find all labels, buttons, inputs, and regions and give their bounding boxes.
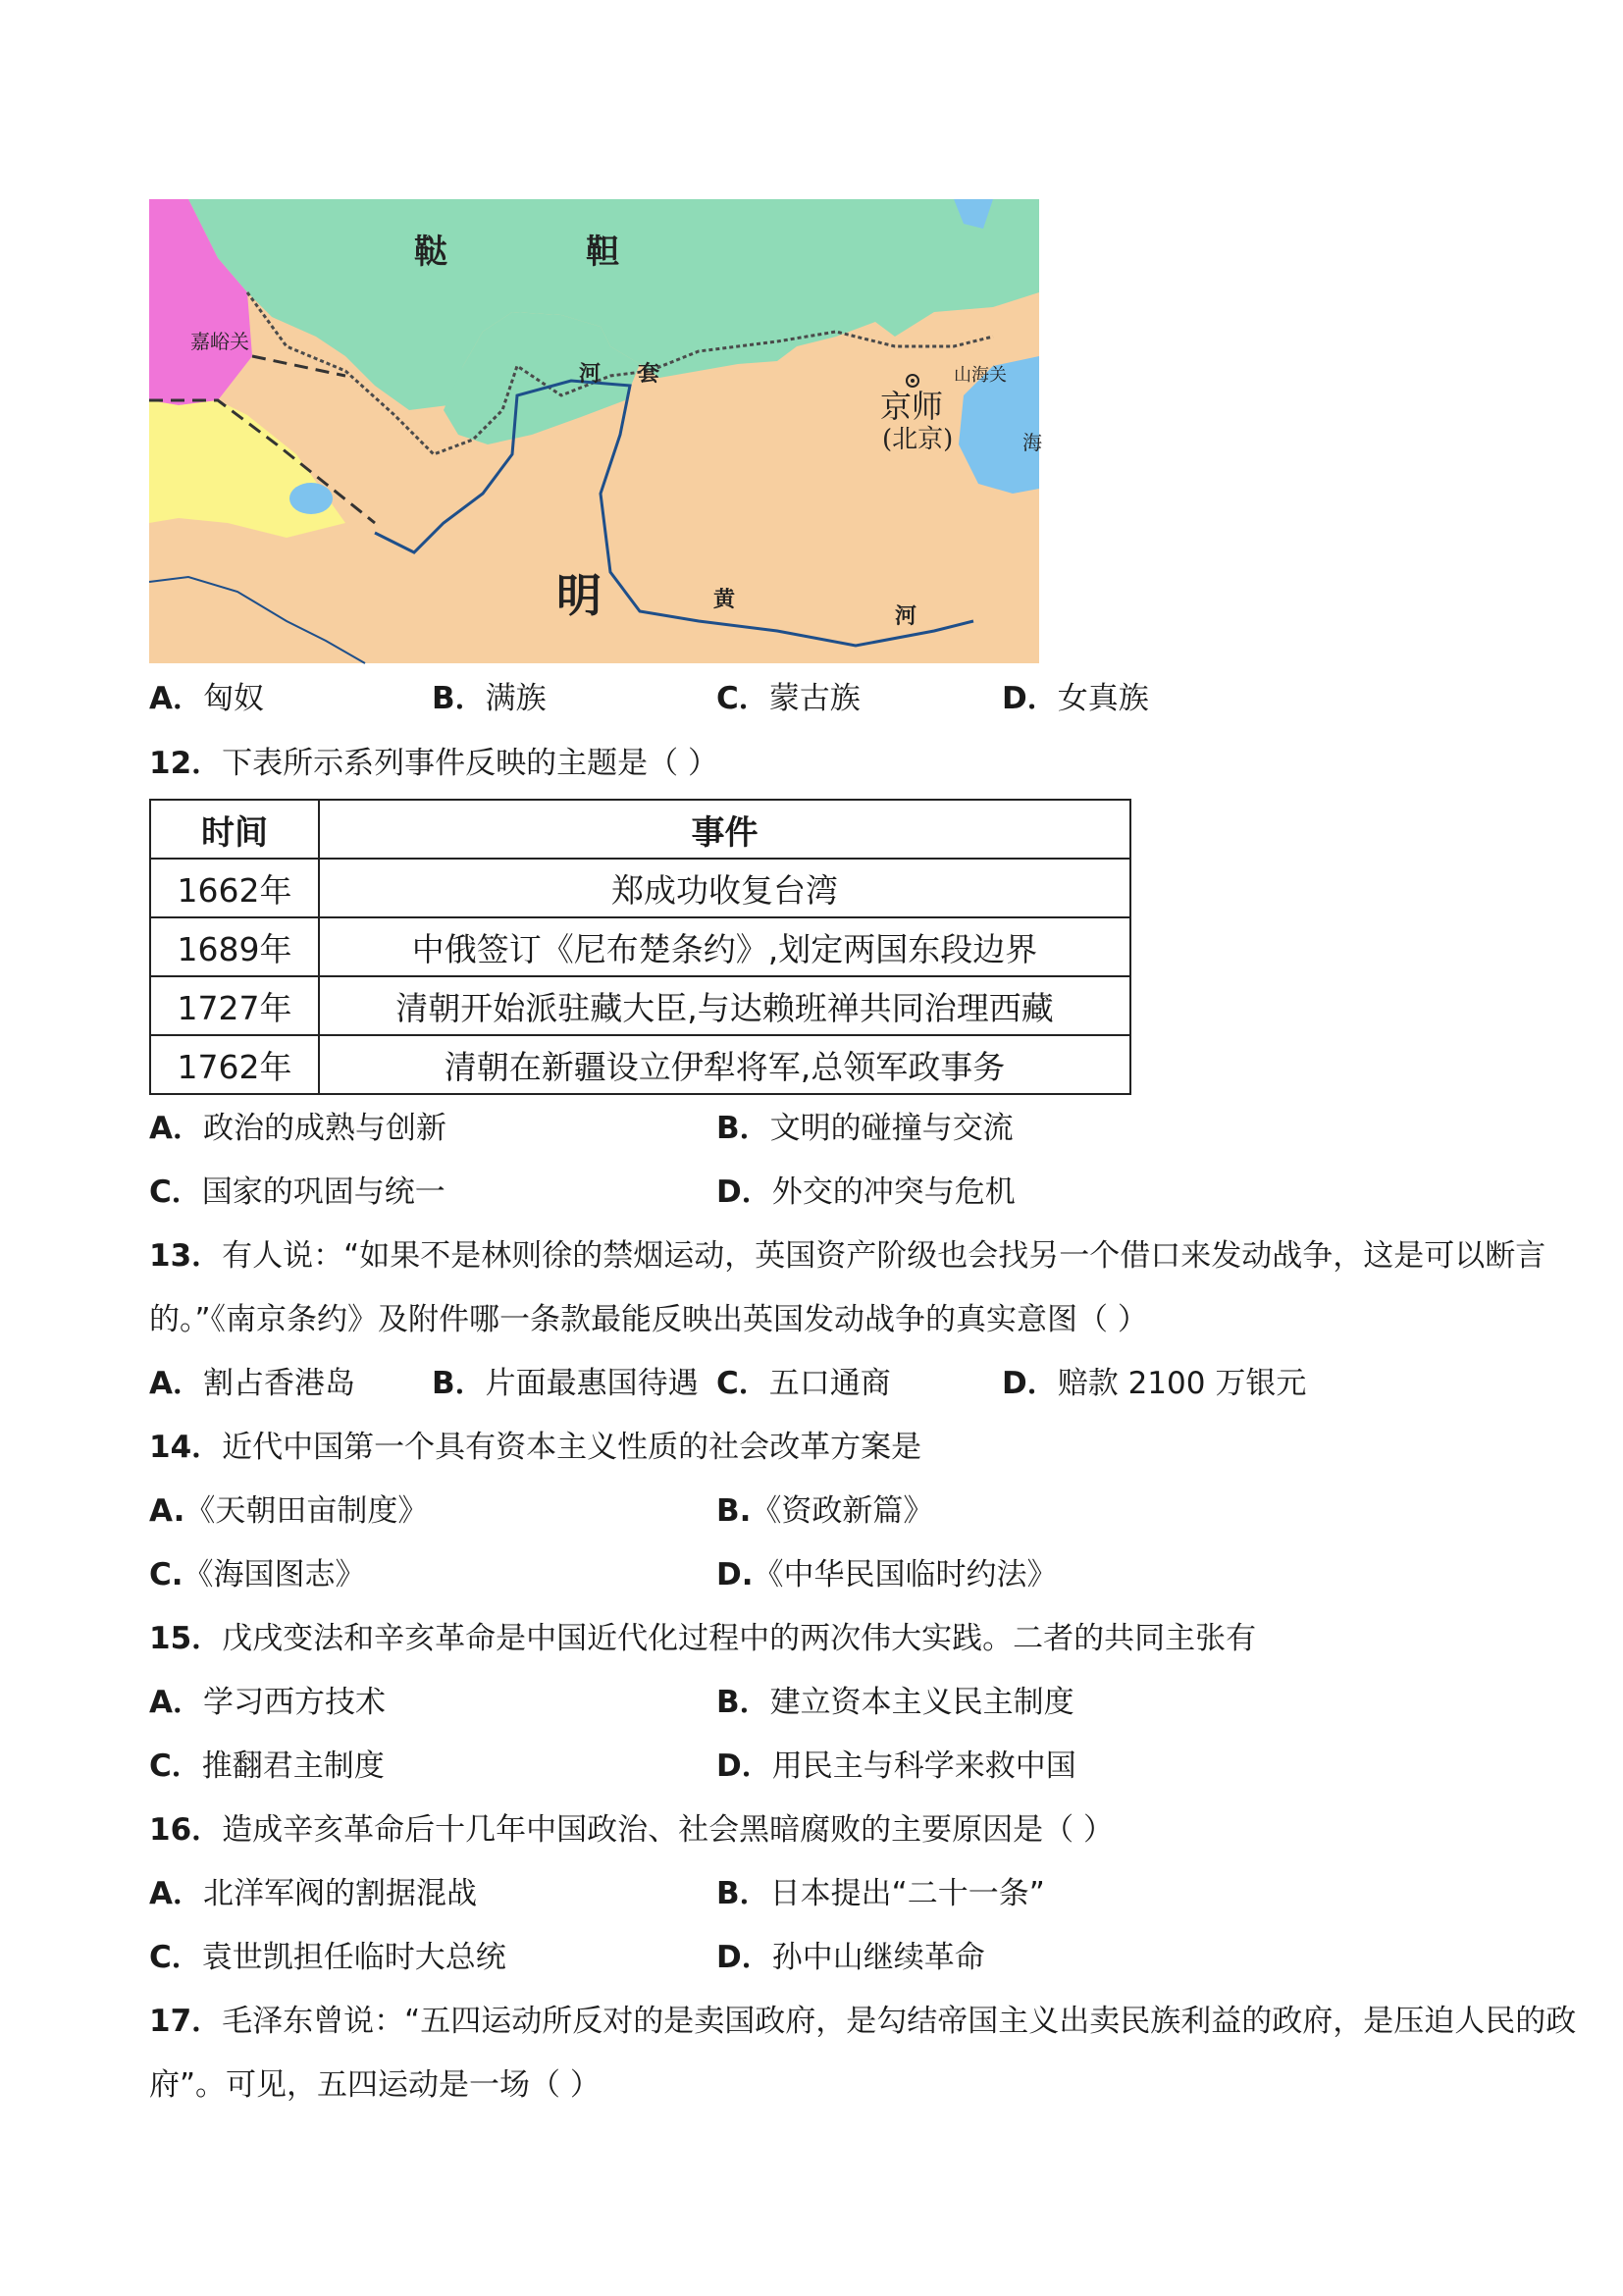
q12-stem: 12．下表所示系列事件反映的主题是（ ）	[149, 746, 718, 781]
q17-stem-line2: 府”。可见，五四运动是一场（ ）	[149, 2067, 601, 2103]
q13-stem-line1: 13．有人说：“如果不是林则徐的禁烟运动，英国资产阶级也会找另一个借口来发动战争，这是可以断言	[149, 1238, 1546, 1274]
q16-stem: 16．造成辛亥革命后十几年中国政治、社会黑暗腐败的主要原因是（ ）	[149, 1812, 1114, 1848]
q13-option-c[interactable]: C．五口通商	[716, 1366, 891, 1401]
label-shanhaiguan: 山海关	[954, 365, 1007, 386]
q14-option-a[interactable]: A.《天朝田亩制度》	[149, 1493, 429, 1529]
q13-stem-line2: 的。”《南京条约》及附件哪一条款最能反映出英国发动战争的真实意图（ ）	[149, 1302, 1148, 1337]
table-header-event: 事件	[319, 800, 1130, 859]
table-cell-event: 清朝开始派驻藏大臣,与达赖班禅共同治理西藏	[319, 976, 1130, 1035]
table-cell-year: 1727年	[150, 976, 319, 1035]
table-cell-event: 中俄签订《尼布楚条约》,划定两国东段边界	[319, 917, 1130, 976]
label-jiayuguan: 嘉峪关	[190, 330, 249, 353]
q14-option-d[interactable]: D.《中华民国临时约法》	[716, 1557, 1058, 1592]
table-row	[150, 976, 1130, 1035]
table-header-time: 时间	[150, 800, 319, 859]
q16-option-c[interactable]: C．袁世凯担任临时大总统	[149, 1940, 506, 1975]
table-cell-year: 1662年	[150, 859, 319, 917]
q15-stem: 15．戊戌变法和辛亥革命是中国近代化过程中的两次伟大实践。二者的共同主张有	[149, 1621, 1257, 1656]
q13-option-d[interactable]: D．赔款 2100 万银元	[1002, 1366, 1307, 1401]
q13-option-b[interactable]: B．片面最惠国待遇	[432, 1366, 699, 1401]
table-row	[150, 1035, 1130, 1094]
event-table	[149, 799, 1131, 1095]
table-cell-year: 1762年	[150, 1035, 319, 1094]
label-dan: 靼	[586, 233, 619, 272]
label-hetao-tao: 套	[638, 361, 660, 387]
q15-option-c[interactable]: C．推翻君主制度	[149, 1748, 385, 1784]
q15-option-a[interactable]: A．学习西方技术	[149, 1685, 386, 1720]
map-graphic	[149, 199, 1042, 663]
table-cell-event: 郑成功收复台湾	[319, 859, 1130, 917]
q13-option-a[interactable]: A．割占香港岛	[149, 1366, 355, 1401]
q11-option-d[interactable]: D．女真族	[1002, 681, 1149, 716]
label-he: 河	[895, 603, 917, 629]
q14-stem: 14．近代中国第一个具有资本主义性质的社会改革方案是	[149, 1430, 922, 1465]
q16-option-b[interactable]: B．日本提出“二十一条”	[716, 1876, 1045, 1911]
q17-stem-line1: 17．毛泽东曾说：“五四运动所反对的是卖国政府，是勾结帝国主义出卖民族利益的政府，是压迫人民的政	[149, 2004, 1577, 2039]
label-huang: 黄	[713, 587, 736, 612]
q11-option-c[interactable]: C．蒙古族	[716, 681, 861, 716]
label-hai: 海	[1022, 431, 1042, 454]
table-cell-year: 1689年	[150, 917, 319, 976]
table-cell-event: 清朝在新疆设立伊犁将军,总领军政事务	[319, 1035, 1130, 1094]
table-row	[150, 859, 1130, 917]
q16-option-a[interactable]: A．北洋军阀的割据混战	[149, 1876, 477, 1911]
label-dada: 鞑	[414, 233, 447, 272]
q16-option-d[interactable]: D．孙中山继续革命	[716, 1940, 985, 1975]
q15-option-b[interactable]: B．建立资本主义民主制度	[716, 1685, 1074, 1720]
lake	[289, 483, 333, 514]
table-row	[150, 917, 1130, 976]
label-hetao-he: 河	[579, 361, 602, 387]
q14-option-c[interactable]: C.《海国图志》	[149, 1557, 366, 1592]
q12-option-d[interactable]: D．外交的冲突与危机	[716, 1174, 1016, 1210]
label-beijing: (北京)	[882, 425, 954, 454]
q15-option-d[interactable]: D．用民主与科学来救中国	[716, 1748, 1076, 1784]
label-jingshi: 京师	[880, 388, 944, 425]
ming-dynasty-map	[149, 199, 1042, 663]
table-header-row	[150, 800, 1130, 859]
label-ming: 明	[556, 569, 602, 622]
q14-option-b[interactable]: B.《资政新篇》	[716, 1493, 934, 1529]
q12-option-c[interactable]: C．国家的巩固与统一	[149, 1174, 445, 1210]
q12-option-a[interactable]: A．政治的成熟与创新	[149, 1111, 446, 1146]
q11-option-b[interactable]: B．满族	[432, 681, 547, 716]
q11-option-a[interactable]: A．匈奴	[149, 681, 264, 716]
q12-option-b[interactable]: B．文明的碰撞与交流	[716, 1111, 1014, 1146]
